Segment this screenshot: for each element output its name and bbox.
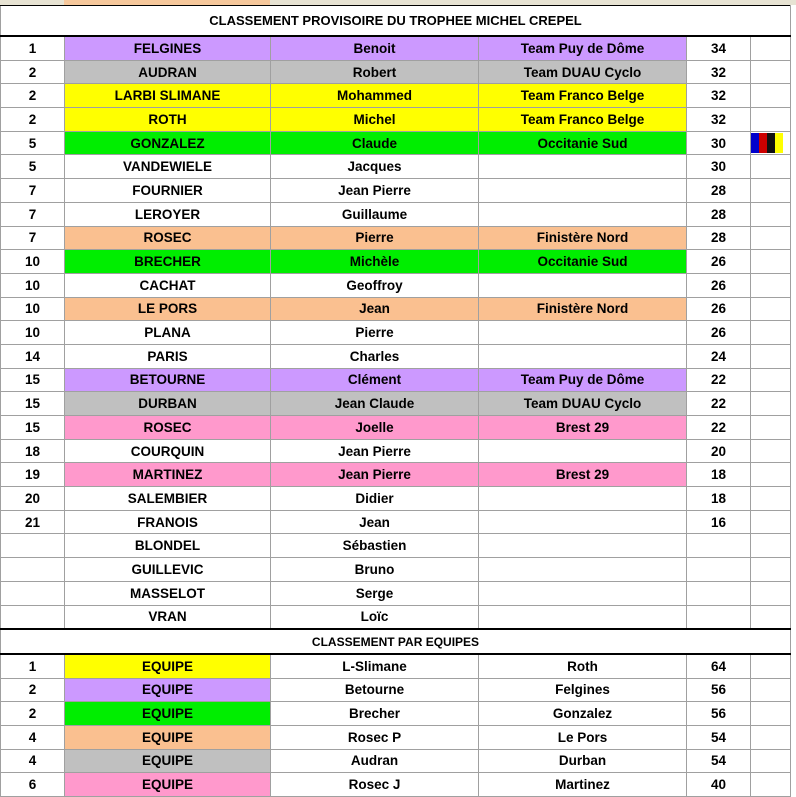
extra-cell[interactable] [751, 487, 791, 511]
rider-row [1, 605, 791, 629]
team-extra-cell[interactable] [751, 749, 791, 773]
rider-row [1, 439, 791, 463]
extra-cell[interactable] [751, 60, 791, 84]
team-cell[interactable] [479, 344, 687, 368]
rider-row [1, 344, 791, 368]
points-cell[interactable]: 20 [687, 439, 751, 463]
last-name-cell[interactable]: GUILLEVIC [65, 558, 271, 582]
team-member2-cell[interactable]: Martinez [479, 773, 687, 797]
team-label-cell[interactable]: EQUIPE [65, 773, 271, 797]
first-name-cell[interactable]: Pierre [271, 321, 479, 345]
points-cell[interactable]: 32 [687, 84, 751, 108]
rank-cell[interactable]: 7 [1, 226, 65, 250]
rank-cell[interactable]: 15 [1, 368, 65, 392]
first-name-cell[interactable]: Didier [271, 487, 479, 511]
extra-cell[interactable] [751, 36, 791, 60]
rank-cell[interactable]: 5 [1, 131, 65, 155]
extra-cell[interactable] [751, 463, 791, 487]
rank-cell[interactable]: 2 [1, 84, 65, 108]
rank-cell[interactable]: 19 [1, 463, 65, 487]
first-name-cell[interactable]: Loïc [271, 605, 479, 629]
team-rank-cell[interactable]: 2 [1, 678, 65, 702]
team-cell[interactable] [479, 581, 687, 605]
rider-row [1, 463, 791, 487]
team-row [1, 725, 791, 749]
first-name-cell[interactable]: Clément [271, 368, 479, 392]
rider-row [1, 250, 791, 274]
rider-row [1, 202, 791, 226]
first-name-cell[interactable]: Jean Pierre [271, 463, 479, 487]
team-cell[interactable]: Team Franco Belge [479, 108, 687, 132]
last-name-cell[interactable]: CACHAT [65, 273, 271, 297]
team-label-cell[interactable]: EQUIPE [65, 725, 271, 749]
team-row [1, 773, 791, 797]
rider-row [1, 131, 791, 155]
extra-cell[interactable] [751, 416, 791, 440]
last-name-cell[interactable]: AUDRAN [65, 60, 271, 84]
team-extra-cell[interactable] [751, 702, 791, 726]
points-cell[interactable]: 22 [687, 416, 751, 440]
team-points-cell[interactable]: 54 [687, 749, 751, 773]
rider-row [1, 510, 791, 534]
points-cell[interactable]: 26 [687, 250, 751, 274]
rank-cell[interactable] [1, 605, 65, 629]
team-cell[interactable] [479, 155, 687, 179]
team-cell[interactable] [479, 439, 687, 463]
first-name-cell[interactable]: Jean [271, 510, 479, 534]
team-cell[interactable]: Team DUAU Cyclo [479, 60, 687, 84]
points-cell[interactable]: 26 [687, 321, 751, 345]
last-name-cell[interactable]: MASSELOT [65, 581, 271, 605]
points-cell[interactable] [687, 605, 751, 629]
team-extra-cell[interactable] [751, 725, 791, 749]
rider-row [1, 60, 791, 84]
title-row [1, 6, 791, 37]
extra-cell[interactable] [751, 392, 791, 416]
rider-row [1, 84, 791, 108]
rank-cell[interactable]: 10 [1, 321, 65, 345]
team-extra-cell[interactable] [751, 773, 791, 797]
rank-cell[interactable]: 2 [1, 60, 65, 84]
team-cell[interactable] [479, 558, 687, 582]
team-label-cell[interactable]: EQUIPE [65, 702, 271, 726]
points-cell[interactable]: 28 [687, 202, 751, 226]
last-name-cell[interactable]: BRECHER [65, 250, 271, 274]
team-cell[interactable]: Team Puy de Dôme [479, 368, 687, 392]
extra-cell[interactable] [751, 202, 791, 226]
points-cell[interactable]: 22 [687, 392, 751, 416]
extra-cell[interactable] [751, 155, 791, 179]
points-cell[interactable]: 18 [687, 463, 751, 487]
extra-cell[interactable] [751, 226, 791, 250]
extra-cell[interactable] [751, 108, 791, 132]
team-cell[interactable]: Team DUAU Cyclo [479, 392, 687, 416]
last-name-cell[interactable]: MARTINEZ [65, 463, 271, 487]
rider-row [1, 487, 791, 511]
last-name-cell[interactable]: GONZALEZ [65, 131, 271, 155]
team-member1-cell[interactable]: Rosec J [271, 773, 479, 797]
rank-cell[interactable]: 21 [1, 510, 65, 534]
first-name-cell[interactable]: Pierre [271, 226, 479, 250]
team-cell[interactable] [479, 534, 687, 558]
team-points-cell[interactable]: 56 [687, 678, 751, 702]
points-cell[interactable]: 30 [687, 155, 751, 179]
team-rank-cell[interactable]: 4 [1, 749, 65, 773]
team-member2-cell[interactable]: Durban [479, 749, 687, 773]
last-name-cell[interactable]: ROSEC [65, 226, 271, 250]
first-name-cell[interactable]: Sébastien [271, 534, 479, 558]
rider-row [1, 534, 791, 558]
points-cell[interactable]: 34 [687, 36, 751, 60]
rank-cell[interactable] [1, 558, 65, 582]
points-cell[interactable]: 30 [687, 131, 751, 155]
first-name-cell[interactable]: Guillaume [271, 202, 479, 226]
extra-cell[interactable] [751, 510, 791, 534]
extra-cell[interactable] [751, 344, 791, 368]
team-member2-cell[interactable]: Roth [479, 654, 687, 678]
last-name-cell[interactable]: LARBI SLIMANE [65, 84, 271, 108]
teams-title: CLASSEMENT PAR EQUIPES [1, 629, 791, 654]
team-cell[interactable]: Brest 29 [479, 416, 687, 440]
extra-cell[interactable] [751, 558, 791, 582]
first-name-cell[interactable]: Jean [271, 297, 479, 321]
extra-cell[interactable] [751, 273, 791, 297]
points-cell[interactable] [687, 558, 751, 582]
last-name-cell[interactable]: VANDEWIELE [65, 155, 271, 179]
last-name-cell[interactable]: PARIS [65, 344, 271, 368]
extra-cell[interactable] [751, 368, 791, 392]
team-cell[interactable]: Occitanie Sud [479, 131, 687, 155]
last-name-cell[interactable]: PLANA [65, 321, 271, 345]
team-member1-cell[interactable]: Betourne [271, 678, 479, 702]
team-member1-cell[interactable]: L-Slimane [271, 654, 479, 678]
team-label-cell[interactable]: EQUIPE [65, 749, 271, 773]
extra-cell[interactable] [751, 179, 791, 203]
rider-row [1, 416, 791, 440]
rider-row [1, 558, 791, 582]
first-name-cell[interactable]: Robert [271, 60, 479, 84]
extra-cell[interactable] [751, 534, 791, 558]
rider-row [1, 36, 791, 60]
last-name-cell[interactable]: VRAN [65, 605, 271, 629]
first-name-cell[interactable]: Geoffroy [271, 273, 479, 297]
team-cell[interactable] [479, 202, 687, 226]
extra-cell[interactable] [751, 250, 791, 274]
team-points-cell[interactable]: 56 [687, 702, 751, 726]
last-name-cell[interactable]: LEROYER [65, 202, 271, 226]
extra-cell[interactable] [751, 297, 791, 321]
extra-cell[interactable] [751, 84, 791, 108]
last-name-cell[interactable]: FRANOIS [65, 510, 271, 534]
first-name-cell[interactable]: Michèle [271, 250, 479, 274]
team-cell[interactable]: Finistère Nord [479, 226, 687, 250]
team-label-cell[interactable]: EQUIPE [65, 654, 271, 678]
team-cell[interactable] [479, 510, 687, 534]
rider-row [1, 297, 791, 321]
last-name-cell[interactable]: LE PORS [65, 297, 271, 321]
rider-row [1, 392, 791, 416]
team-member1-cell[interactable]: Rosec P [271, 725, 479, 749]
team-label-cell[interactable]: EQUIPE [65, 678, 271, 702]
last-name-cell[interactable]: ROTH [65, 108, 271, 132]
team-cell[interactable] [479, 179, 687, 203]
rank-cell[interactable]: 10 [1, 273, 65, 297]
first-name-cell[interactable]: Bruno [271, 558, 479, 582]
points-cell[interactable]: 24 [687, 344, 751, 368]
points-cell[interactable] [687, 534, 751, 558]
first-name-cell[interactable]: Claude [271, 131, 479, 155]
team-member1-cell[interactable]: Brecher [271, 702, 479, 726]
extra-cell[interactable] [751, 321, 791, 345]
team-cell[interactable] [479, 321, 687, 345]
team-cell[interactable]: Occitanie Sud [479, 250, 687, 274]
rider-row [1, 581, 791, 605]
points-cell[interactable]: 18 [687, 487, 751, 511]
team-row [1, 702, 791, 726]
rank-cell[interactable]: 2 [1, 108, 65, 132]
rank-cell[interactable]: 1 [1, 36, 65, 60]
team-rank-cell[interactable]: 1 [1, 654, 65, 678]
team-row [1, 678, 791, 702]
rank-cell[interactable]: 15 [1, 416, 65, 440]
first-name-cell[interactable]: Benoit [271, 36, 479, 60]
last-name-cell[interactable]: DURBAN [65, 392, 271, 416]
team-row [1, 654, 791, 678]
team-extra-cell[interactable] [751, 678, 791, 702]
team-cell[interactable]: Finistère Nord [479, 297, 687, 321]
team-member2-cell[interactable]: Felgines [479, 678, 687, 702]
team-extra-cell[interactable] [751, 654, 791, 678]
rank-cell[interactable]: 10 [1, 250, 65, 274]
last-name-cell[interactable]: FELGINES [65, 36, 271, 60]
last-name-cell[interactable]: BETOURNE [65, 368, 271, 392]
first-name-cell[interactable]: Charles [271, 344, 479, 368]
last-name-cell[interactable]: COURQUIN [65, 439, 271, 463]
points-cell[interactable]: 16 [687, 510, 751, 534]
first-name-cell[interactable]: Jean Pierre [271, 179, 479, 203]
rank-cell[interactable] [1, 581, 65, 605]
team-points-cell[interactable]: 40 [687, 773, 751, 797]
team-rank-cell[interactable]: 2 [1, 702, 65, 726]
team-cell[interactable]: Brest 29 [479, 463, 687, 487]
last-name-cell[interactable]: SALEMBIER [65, 487, 271, 511]
rank-cell[interactable]: 15 [1, 392, 65, 416]
teams-title-row [1, 629, 791, 654]
team-cell[interactable] [479, 487, 687, 511]
team-row [1, 749, 791, 773]
rank-cell[interactable]: 5 [1, 155, 65, 179]
rider-row [1, 368, 791, 392]
points-cell[interactable]: 22 [687, 368, 751, 392]
team-member2-cell[interactable]: Le Pors [479, 725, 687, 749]
extra-cell[interactable] [751, 581, 791, 605]
last-name-cell[interactable]: ROSEC [65, 416, 271, 440]
points-cell[interactable]: 32 [687, 60, 751, 84]
rank-cell[interactable]: 18 [1, 439, 65, 463]
team-cell[interactable] [479, 605, 687, 629]
first-name-cell[interactable]: Joelle [271, 416, 479, 440]
team-cell[interactable] [479, 273, 687, 297]
points-cell[interactable]: 26 [687, 297, 751, 321]
rider-row [1, 179, 791, 203]
last-name-cell[interactable]: BLONDEL [65, 534, 271, 558]
rider-row [1, 273, 791, 297]
first-name-cell[interactable]: Mohammed [271, 84, 479, 108]
extra-cell[interactable] [751, 439, 791, 463]
team-cell[interactable]: Team Franco Belge [479, 84, 687, 108]
first-name-cell[interactable]: Jean Claude [271, 392, 479, 416]
first-name-cell[interactable]: Jean Pierre [271, 439, 479, 463]
extra-cell[interactable] [751, 131, 791, 155]
points-cell[interactable]: 32 [687, 108, 751, 132]
team-rank-cell[interactable]: 6 [1, 773, 65, 797]
rank-cell[interactable] [1, 534, 65, 558]
rider-row [1, 108, 791, 132]
team-cell[interactable]: Team Puy de Dôme [479, 36, 687, 60]
team-points-cell[interactable]: 64 [687, 654, 751, 678]
rank-cell[interactable]: 20 [1, 487, 65, 511]
rank-cell[interactable]: 10 [1, 297, 65, 321]
team-rank-cell[interactable]: 4 [1, 725, 65, 749]
last-name-cell[interactable]: FOURNIER [65, 179, 271, 203]
points-cell[interactable]: 28 [687, 226, 751, 250]
ranking-title: CLASSEMENT PROVISOIRE DU TROPHEE MICHEL CREPEL [1, 6, 791, 37]
rank-cell[interactable]: 7 [1, 202, 65, 226]
first-name-cell[interactable]: Serge [271, 581, 479, 605]
rider-row [1, 226, 791, 250]
points-cell[interactable]: 28 [687, 179, 751, 203]
first-name-cell[interactable]: Michel [271, 108, 479, 132]
team-member1-cell[interactable]: Audran [271, 749, 479, 773]
points-cell[interactable]: 26 [687, 273, 751, 297]
rider-row [1, 155, 791, 179]
team-points-cell[interactable]: 54 [687, 725, 751, 749]
first-name-cell[interactable]: Jacques [271, 155, 479, 179]
flag-icon [751, 133, 783, 153]
points-cell[interactable] [687, 581, 751, 605]
rank-cell[interactable]: 7 [1, 179, 65, 203]
ranking-table [0, 5, 791, 797]
rider-row [1, 321, 791, 345]
extra-cell[interactable] [751, 605, 791, 629]
rank-cell[interactable]: 14 [1, 344, 65, 368]
team-member2-cell[interactable]: Gonzalez [479, 702, 687, 726]
